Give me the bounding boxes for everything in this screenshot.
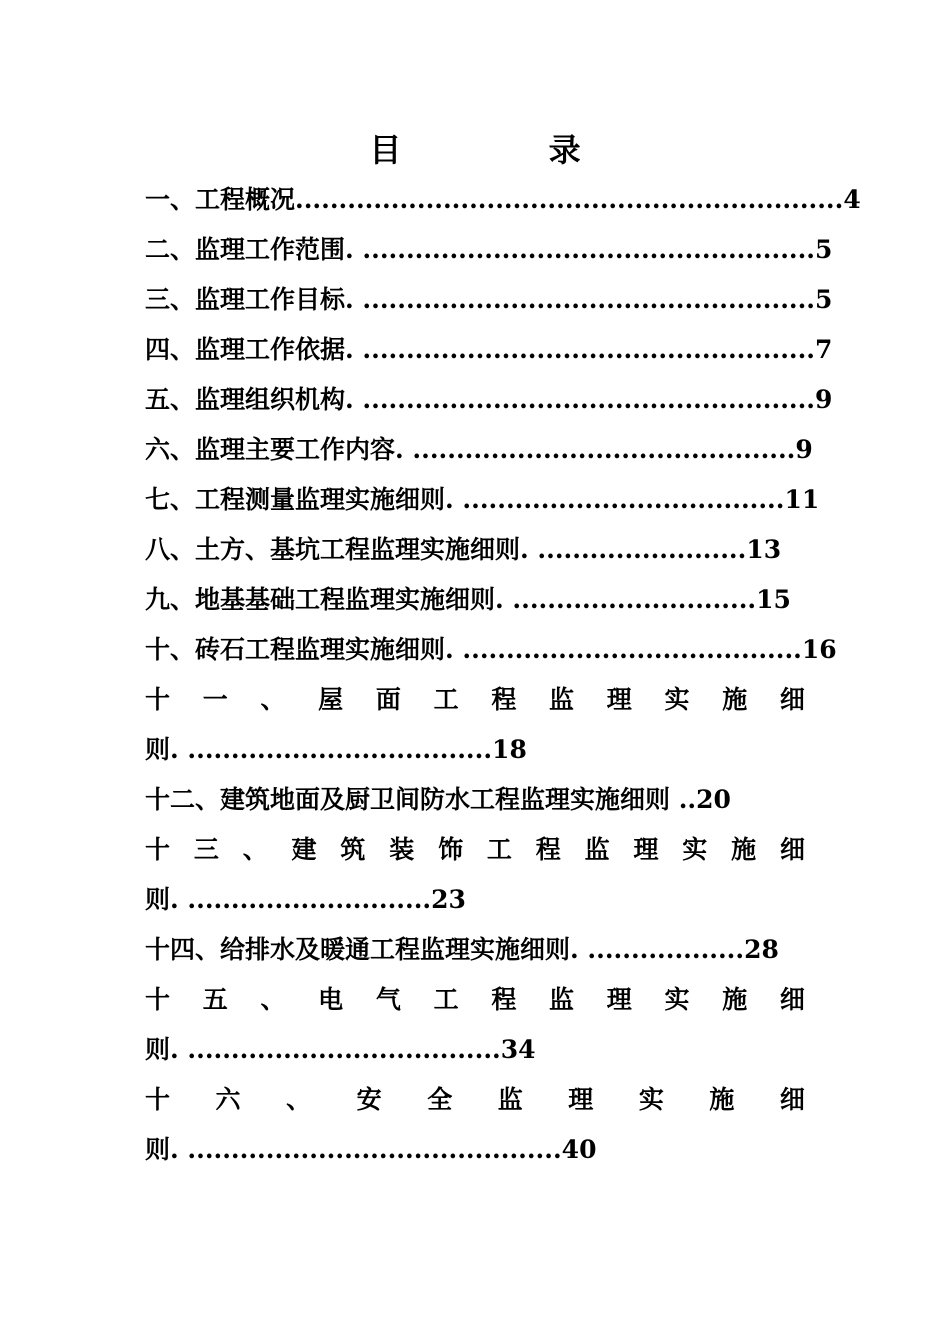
toc-entry-label: 一、工程概况: [145, 185, 296, 214]
toc-entry-char: 理: [568, 1085, 594, 1114]
toc-entry-label: 三、监理工作目标: [145, 285, 346, 314]
toc-entry-line: [145, 680, 805, 720]
toc-entry: [145, 530, 805, 570]
toc-entry-leader: ..: [670, 785, 697, 814]
toc-entry-page: 5: [815, 285, 833, 314]
toc-entry: [145, 380, 833, 420]
toc-entry-line: [145, 1080, 805, 1120]
toc-entry-label: 二、监理工作范围: [145, 235, 346, 264]
toc-entry-label: 八、土方、基坑工程监理实施细则: [145, 535, 521, 564]
toc-entry-page: 34: [500, 1035, 536, 1064]
toc-entry-leader: 则. ....................................: [145, 1035, 501, 1064]
toc-entry-char: 饰: [438, 835, 464, 864]
toc-entry-leader: 则. ...................................: [145, 735, 493, 764]
toc-entry-char: 装: [389, 835, 415, 864]
toc-entry-leader: 则. ...........................................: [145, 1135, 562, 1164]
toc-entry-leader: . .....................................: [445, 485, 785, 514]
toc-entry-leader: . ............................................: [395, 435, 796, 464]
toc-entry-char: 监: [497, 1085, 523, 1114]
toc-entry-char: 施: [722, 985, 748, 1014]
toc-entry-char: 六: [215, 1085, 241, 1114]
toc-entry-char: 电: [318, 985, 344, 1014]
toc-entry-label: 十、砖石工程监理实施细则: [145, 635, 446, 664]
toc-entry-label: 十二、建筑地面及厨卫间防水工程监理实施细则: [145, 785, 671, 814]
toc-entry-page: 40: [561, 1135, 597, 1164]
toc-entry-char: 监: [584, 835, 610, 864]
toc-entry-leader: . ....................................................: [345, 285, 816, 314]
toc-entry: [145, 580, 805, 620]
toc-entry: [145, 430, 813, 470]
toc-entry-char: 程: [491, 685, 517, 714]
toc-entry-char: 程: [535, 835, 561, 864]
toc-entry-page: 18: [492, 735, 527, 764]
toc-entry-leader: . ............................: [495, 585, 757, 614]
toc-entry-leader: . ........................: [520, 535, 747, 564]
toc-entry-page: 4: [843, 185, 861, 214]
toc-title: 目 录: [369, 131, 649, 169]
toc-entry-char: 一: [202, 685, 228, 714]
toc-entry-continuation: [145, 880, 805, 920]
toc-entry-char: 实: [638, 1085, 664, 1114]
toc-entry-char: 、: [286, 1085, 312, 1114]
toc-entry-char: 施: [722, 685, 748, 714]
toc-entry-char: 施: [709, 1085, 735, 1114]
toc-entry-char: 理: [606, 685, 632, 714]
toc-entry-label: 七、工程测量监理实施细则: [145, 485, 446, 514]
toc-entry-char: 、: [242, 835, 268, 864]
toc-entry-page: 15: [756, 585, 791, 614]
toc-entry: [145, 630, 837, 670]
toc-entry-page: 11: [784, 485, 820, 514]
toc-entry-char: 十: [145, 685, 171, 714]
toc-entry-char: 面: [375, 685, 401, 714]
toc-entry-page: 9: [795, 435, 813, 464]
toc-entry: [145, 330, 833, 370]
toc-entry-char: 工: [433, 685, 459, 714]
toc-entry-char: 理: [633, 835, 659, 864]
toc-entry: [145, 780, 805, 820]
toc-entry-label: 六、监理主要工作内容: [145, 435, 396, 464]
toc-entry-page: 28: [744, 935, 779, 964]
toc-entry-char: 施: [731, 835, 757, 864]
toc-entry-leader: . .......................................: [445, 635, 802, 664]
toc-entry-char: 实: [682, 835, 708, 864]
toc-entry-char: 、: [260, 685, 286, 714]
toc-entry: [145, 280, 833, 320]
toc-entry-char: 细: [779, 1085, 805, 1114]
toc-entry-char: 十: [145, 985, 171, 1014]
toc-entry-char: 理: [606, 985, 632, 1014]
toc-entry-leader: . ....................................................: [345, 235, 816, 264]
toc-entry-label: 四、监理工作依据: [145, 335, 346, 364]
toc-entry-label: 十四、给排水及暖通工程监理实施细则: [145, 935, 571, 964]
toc-entry-leader: 则. ............................: [145, 885, 432, 914]
toc-entry-char: 细: [779, 985, 805, 1014]
toc-entry: [145, 480, 820, 520]
toc-entry-char: 工: [433, 985, 459, 1014]
toc-entry-char: 、: [260, 985, 286, 1014]
toc-entry-char: 十: [145, 835, 171, 864]
toc-entry-char: 安: [356, 1085, 382, 1114]
toc-entry-continuation: [145, 1030, 805, 1070]
toc-entry-line: [145, 830, 805, 870]
toc-entry-page: 16: [801, 635, 837, 664]
toc-entry-char: 监: [549, 985, 575, 1014]
toc-entry-page: 20: [696, 785, 731, 814]
toc-entry-char: 建: [291, 835, 317, 864]
toc-entry: [145, 930, 805, 970]
toc-entry-char: 屋: [318, 685, 344, 714]
toc-entry-page: 9: [815, 385, 833, 414]
toc-entry-char: 细: [779, 835, 805, 864]
toc-entry-char: 五: [202, 985, 228, 1014]
toc-entry-char: 实: [664, 985, 690, 1014]
toc-entry-page: 7: [815, 335, 833, 364]
toc-entry-char: 程: [491, 985, 517, 1014]
toc-entry-char: 十: [145, 1085, 171, 1114]
toc-entry-leader: . ....................................................: [345, 335, 816, 364]
toc-entry-char: 全: [427, 1085, 453, 1114]
toc-entry-leader: ...............................................................: [295, 185, 844, 214]
toc-entry-label: 九、地基基础工程监理实施细则: [145, 585, 496, 614]
toc-entry-leader: . ....................................................: [345, 385, 816, 414]
toc-entry-char: 细: [779, 685, 805, 714]
toc-entry-char: 气: [375, 985, 401, 1014]
toc-entry-char: 三: [193, 835, 219, 864]
toc-entry-label: 五、监理组织机构: [145, 385, 346, 414]
toc-entry-char: 筑: [340, 835, 366, 864]
toc-entry-continuation: [145, 1130, 805, 1170]
toc-entry-leader: . ..................: [570, 935, 745, 964]
toc-entry-page: 5: [815, 235, 833, 264]
toc-entry-line: [145, 980, 805, 1020]
toc-entry-page: 23: [431, 885, 466, 914]
toc-entry-char: 实: [664, 685, 690, 714]
toc-entry: [145, 180, 861, 220]
toc-entry-char: 监: [549, 685, 575, 714]
toc-entry-char: 工: [486, 835, 512, 864]
toc-entry-page: 13: [746, 535, 782, 564]
toc-entry: [145, 230, 833, 270]
toc-entry-continuation: [145, 730, 805, 770]
